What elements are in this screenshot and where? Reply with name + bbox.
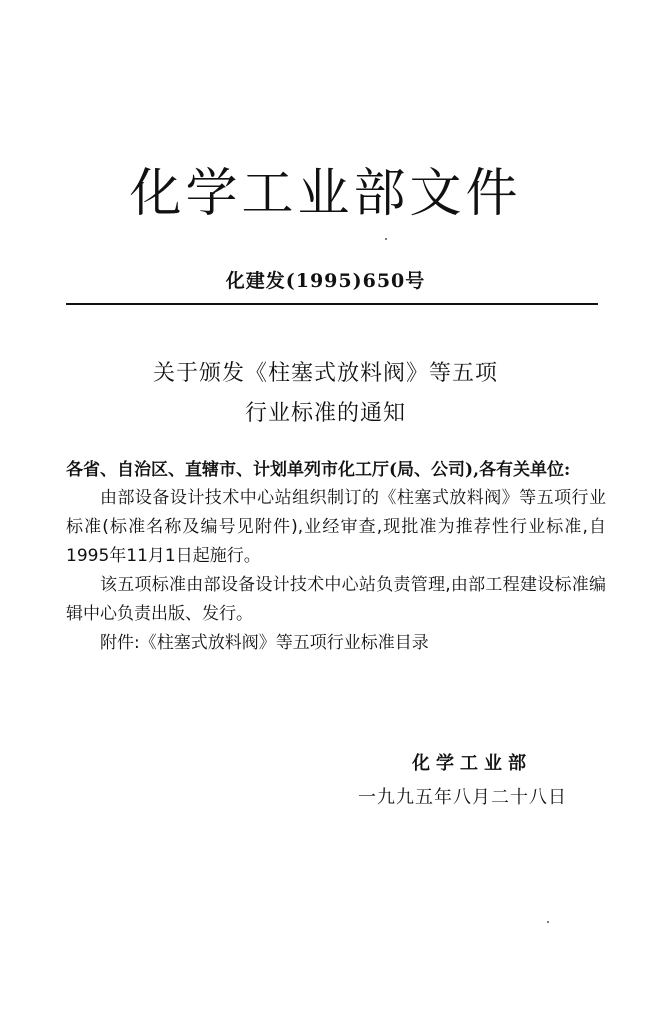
signature-block [358, 747, 618, 815]
salutation: 各省、自治区、直辖市、计划单列市化工厅(局、公司),各有关单位: [66, 460, 571, 480]
body-paragraph-2: 该五项标准由部设备设计技术中心站负责管理,由部工程建设标准编辑中心负责出版、发行。 [66, 575, 606, 624]
notice-body [66, 484, 606, 658]
signature-date: 一九九五年八月二十八日 [358, 787, 567, 808]
attachment-line: 附件:《柱塞式放料阀》等五项行业标准目录 [100, 633, 429, 653]
notice-title-line-1: 关于颁发《柱塞式放料阀》等五项 [152, 361, 498, 386]
header-divider [66, 303, 598, 305]
document-number: 化建发(1995)650号 [225, 270, 426, 292]
scan-speck [385, 238, 387, 240]
body-paragraph-1: 由部设备设计技术中心站组织制订的《柱塞式放料阀》等五项行业标准(标准名称及编号见附件),业经审查,现批准为推荐性行业标准,自1995年11月1日起施行。 [66, 488, 606, 566]
notice-title [0, 354, 651, 434]
signature-organization: 化学工业部 [412, 753, 532, 774]
notice-title-line-2: 行业标准的通知 [244, 401, 406, 426]
scan-speck [547, 921, 549, 923]
document-header: 化学工业部文件 [129, 164, 522, 224]
